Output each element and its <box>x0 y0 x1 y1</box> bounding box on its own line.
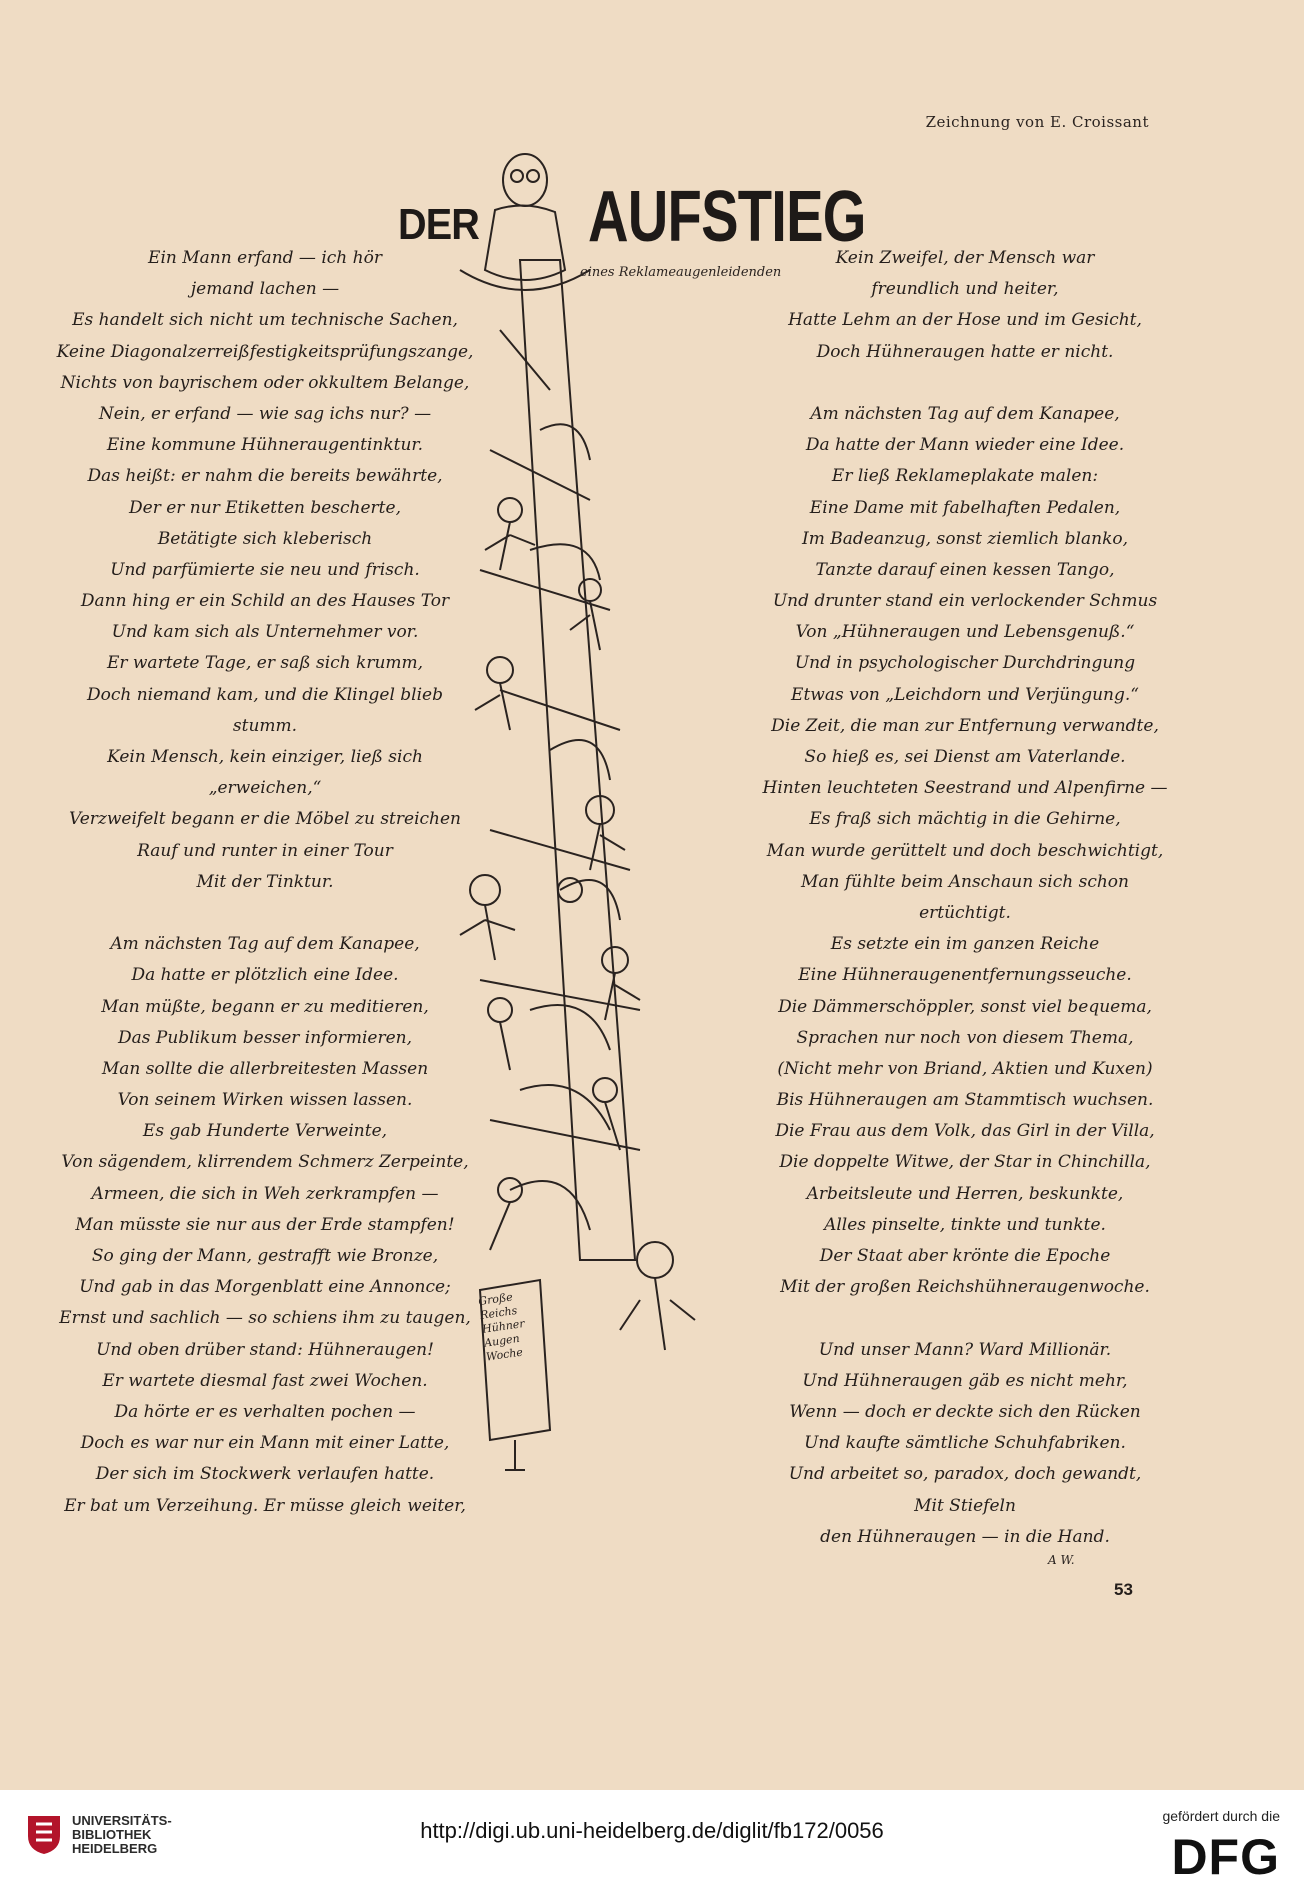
poem-line: Am nächsten Tag auf dem Kanapee, <box>810 403 1120 424</box>
poem-line: Man müsste sie nur aus der Erde stampfen! <box>75 1214 455 1235</box>
poem-line: So ging der Mann, gestrafft wie Bronze, <box>91 1246 439 1266</box>
poem-line: Es fraß sich mächtig in die Gehirne, <box>809 809 1121 830</box>
poem-line: Bis Hühneraugen am Stammtisch wuchsen. <box>776 1090 1154 1111</box>
poem-line: Und unser Mann? Ward Millionär. <box>818 1339 1112 1360</box>
poem-line: Es handelt sich nicht um technische Sachen, <box>72 310 458 331</box>
poem-line: Armeen, die sich in Weh zerkrampfen — <box>91 1183 439 1204</box>
poem-line: Mit der Tinktur. <box>196 871 334 892</box>
poem-line: Das heißt: er nahm die bereits bewährte, <box>87 466 443 487</box>
poem-line: So hieß es, sei Dienst am Vaterlande. <box>804 747 1126 767</box>
poem-line: Im Badeanzug, sonst ziemlich blanko, <box>801 528 1129 549</box>
poem-line: Verzweifelt begann er die Möbel zu streichen <box>69 809 461 830</box>
poem-line: Alles pinselte, tinkte und tunkte. <box>824 1214 1106 1235</box>
poem-line: Und kam sich als Unternehmer vor. <box>111 622 419 643</box>
poem-line: jemand lachen — <box>190 279 340 300</box>
poem-line: Der er nur Etiketten bescherte, <box>129 497 401 518</box>
poem-line: Da hörte er es verhalten pochen — <box>114 1401 416 1422</box>
poem-line: Man wurde gerüttelt und doch beschwichtigt, <box>766 840 1164 861</box>
funding-note: gefördert durch die <box>1162 1808 1280 1824</box>
poem-line: Wenn — doch er deckte sich den Rücken <box>789 1401 1141 1422</box>
poem-line: Er ließ Reklameplakate malen: <box>831 466 1099 487</box>
poem-line: Und drunter stand ein verlockender Schmus <box>772 591 1158 612</box>
poem-line: Kein Zweifel, der Mensch war <box>835 248 1095 268</box>
poem-line: Da hatte der Mann wieder eine Idee. <box>805 435 1125 456</box>
poem-line: Und gab in das Morgenblatt eine Annonce; <box>79 1277 451 1298</box>
poem-line: Und Hühneraugen gäb es nicht mehr, <box>802 1370 1128 1391</box>
author-signature: A W. <box>1048 1553 1075 1567</box>
poem-line: Und parfümierte sie neu und frisch. <box>110 559 420 580</box>
poem-line: Es gab Hunderte Verweinte, <box>142 1121 388 1142</box>
poem-line: Man müßte, begann er zu meditieren, <box>101 996 429 1017</box>
poem-line: Von seinem Wirken wissen lassen. <box>117 1090 413 1111</box>
poem-line: Doch es war nur ein Mann mit einer Latte, <box>80 1433 450 1454</box>
poem-line: stumm. <box>232 715 298 736</box>
poem-line: Eine kommune Hühneraugentinktur. <box>106 435 424 456</box>
poem-line: Etwas von „Leichdorn und Verjüngung.“ <box>791 684 1139 705</box>
poem-line: Die Frau aus dem Volk, das Girl in der Villa, <box>775 1121 1155 1142</box>
poem-line: Dann hing er ein Schild an des Hauses Tor <box>80 591 450 612</box>
poem-line: Am nächsten Tag auf dem Kanapee, <box>110 934 420 955</box>
poem-line: Mit der großen Reichshühneraugenwoche. <box>780 1277 1150 1298</box>
poem-line: Er bat um Verzeihung. Er müsse gleich weiter, <box>64 1495 466 1516</box>
poem-line: Doch Hühneraugen hatte er nicht. <box>816 341 1114 362</box>
page-title: AUFSTIEG <box>588 177 866 257</box>
poem-line: „erweichen,“ <box>208 778 322 799</box>
poem-line: Doch niemand kam, und die Klingel blieb <box>86 684 443 705</box>
poem-line: Eine Hühneraugenentfernungsseuche. <box>798 965 1132 986</box>
poem-line: Von sägendem, klirrendem Schmerz Zerpeinte, <box>61 1152 469 1173</box>
poem-line: Betätigte sich kleberisch <box>157 528 373 549</box>
poem-line: Und oben drüber stand: Hühneraugen! <box>96 1339 434 1360</box>
footer-bar <box>0 1790 1304 1901</box>
poem-line: Man sollte die allerbreitesten Massen <box>101 1058 429 1079</box>
poem-line: Ein Mann erfand — ich hör <box>148 248 382 268</box>
poem-line: Die Dämmerschöppler, sonst viel bequema, <box>778 996 1152 1017</box>
poem-line: Hatte Lehm an der Hose und im Gesicht, <box>788 310 1142 331</box>
poem-line: Da hatte er plötzlich eine Idee. <box>131 965 399 986</box>
poem-line: Man fühlte beim Anschaun sich schon <box>801 871 1129 892</box>
poem-line: Kein Mensch, kein einziger, ließ sich <box>107 747 423 767</box>
poem-line: ertüchtigt. <box>919 902 1011 923</box>
poem-line: Es setzte ein im ganzen Reiche <box>830 934 1100 955</box>
subtitle: eines Reklameaugenleidenden <box>580 265 782 280</box>
poem-line: Nichts von bayrischem oder okkultem Belange, <box>60 372 470 393</box>
illustration-credit: Zeichnung von E. Croissant <box>925 113 1149 131</box>
poem-line: Keine Diagonalzerreißfestigkeitsprüfungszange, <box>56 341 474 362</box>
poem-line: Rauf und runter in einer Tour <box>137 840 393 861</box>
poem-line: freundlich und heiter, <box>871 279 1059 300</box>
poem-line <box>715 1303 1215 1334</box>
poem-line: Der Staat aber krönte die Epoche <box>819 1246 1111 1266</box>
poem-line: Hinten leuchteten Seestrand und Alpenfirne — <box>762 778 1168 799</box>
dfg-logo: DFG <box>1171 1829 1280 1885</box>
title-der: DER <box>398 200 479 249</box>
poem-line: Tanzte darauf einen kessen Tango, <box>815 559 1115 580</box>
permalink-url[interactable]: http://digi.ub.uni-heidelberg.de/diglit/fb172/0056 <box>420 1818 884 1843</box>
poem-line: den Hühneraugen — in die Hand. <box>820 1526 1110 1547</box>
poem-line: Arbeitsleute und Herren, beskunkte, <box>806 1183 1124 1204</box>
poem-line: Die Zeit, die man zur Entfernung verwandte, <box>771 715 1159 736</box>
man-head <box>503 154 547 206</box>
poem-line <box>45 898 485 929</box>
poem-left-column <box>45 243 485 1522</box>
poem-line: Eine Dame mit fabelhaften Pedalen, <box>809 497 1121 518</box>
poem-line: Und arbeitet so, paradox, doch gewandt, <box>788 1464 1142 1485</box>
poem-line <box>715 368 1215 399</box>
man-body <box>485 205 565 280</box>
poem-line: Die doppelte Witwe, der Star in Chinchilla, <box>779 1152 1151 1173</box>
poem-line: Mit Stiefeln <box>914 1495 1016 1516</box>
poem-right-column <box>715 243 1215 1553</box>
poem-line: Nein, er erfand — wie sag ichs nur? — <box>98 403 432 424</box>
page-number: 53 <box>1114 1580 1133 1599</box>
poem-line: Er wartete Tage, er saß sich krumm, <box>106 653 424 674</box>
poem-line: Und in psychologischer Durchdringung <box>794 653 1136 674</box>
poem-line: Von „Hühneraugen und Lebensgenuß.“ <box>795 622 1135 643</box>
poem-line: Ernst und sachlich — so schiens ihm zu taugen, <box>59 1308 471 1329</box>
poem-line: Das Publikum besser informieren, <box>118 1027 412 1048</box>
poem-line: (Nicht mehr von Briand, Aktien und Kuxen) <box>777 1058 1153 1079</box>
staircase-column <box>520 260 635 1260</box>
poem-line: Sprachen nur noch von diesem Thema, <box>796 1027 1134 1048</box>
poem-line: Der sich im Stockwerk verlaufen hatte. <box>95 1464 435 1485</box>
poem-line: Er wartete diesmal fast zwei Wochen. <box>102 1370 428 1391</box>
library-name: UNIVERSITÄTS- BIBLIOTHEK HEIDELBERG <box>72 1813 172 1856</box>
poem-line: Und kaufte sämtliche Schuhfabriken. <box>804 1433 1126 1454</box>
placard-text: Große Reichs Hühner Augen Woche <box>477 1290 526 1364</box>
